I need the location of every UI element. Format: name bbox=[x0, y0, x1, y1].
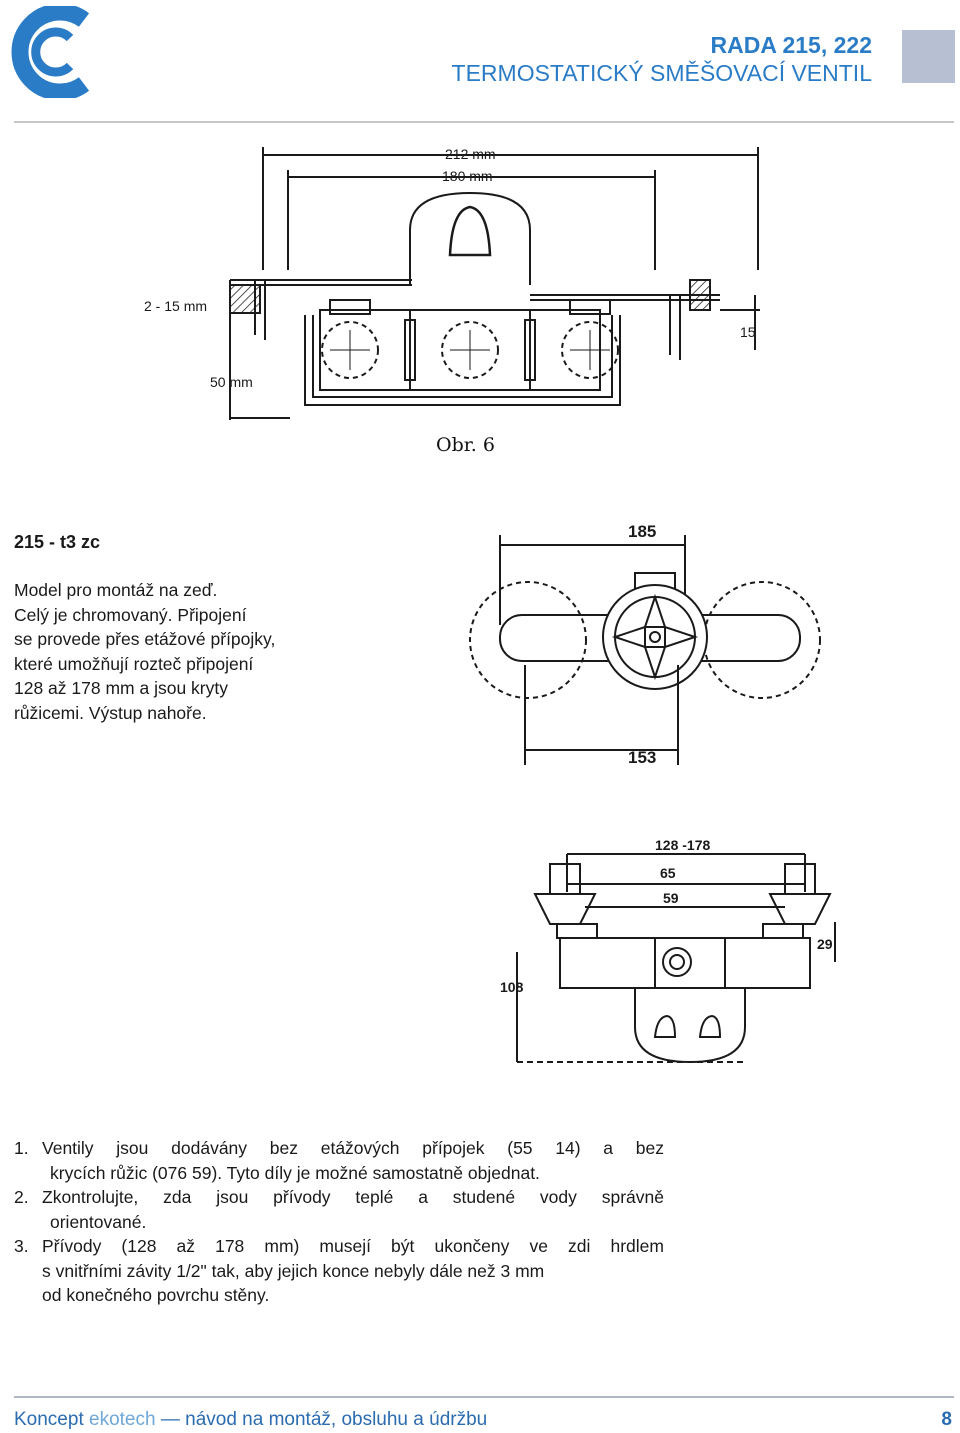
footer-brand-light: ekotech bbox=[89, 1409, 156, 1430]
note-text: s vnitřními závity 1/2" tak, aby jejich konce nebyly dále než 3 mm bbox=[42, 1260, 545, 1281]
dim-212: 212 mm bbox=[445, 146, 496, 162]
note-item bbox=[14, 1234, 664, 1308]
note-text: od konečného povrchu stěny. bbox=[42, 1285, 270, 1305]
dim-59: 59 bbox=[663, 890, 679, 906]
note-text: krycích růžic (076 59). Tyto díly je možné samostatně objednat. bbox=[50, 1162, 540, 1183]
model-code: 215 - t3 zc bbox=[14, 532, 101, 552]
description-line: Model pro montáž na zeď. bbox=[14, 580, 218, 600]
header-divider bbox=[14, 121, 954, 123]
note-number: 3. bbox=[14, 1236, 29, 1256]
header-square bbox=[902, 30, 955, 83]
dim-50: 50 mm bbox=[210, 374, 253, 390]
description-line: se provede přes etážové přípojky, bbox=[14, 629, 276, 649]
note-text: Zkontrolujte, zda jsou přívody teplé a studené vody správně bbox=[42, 1187, 664, 1207]
note-item bbox=[14, 1136, 664, 1185]
footer-text: návod na montáž, obsluhu a údržbu bbox=[185, 1409, 488, 1430]
figure-front-view bbox=[460, 515, 840, 775]
dim-180: 180 mm bbox=[442, 168, 493, 184]
page-number: 8 bbox=[941, 1409, 952, 1430]
footer bbox=[14, 1409, 487, 1431]
description-line: Celý je chromovaný. Připojení bbox=[14, 604, 247, 625]
note-text: Přívody (128 až 178 mm) musejí být ukončeny ve zdi hrdlem bbox=[42, 1236, 664, 1256]
notes-list bbox=[14, 1136, 664, 1308]
note-item bbox=[14, 1185, 664, 1234]
description-line: které umožňují rozteč připojení bbox=[14, 653, 254, 674]
dim-108: 108 bbox=[500, 979, 524, 995]
footer-brand: Koncept bbox=[14, 1409, 84, 1430]
figure-caption: Obr. 6 bbox=[436, 434, 495, 456]
figure-side-view bbox=[495, 832, 855, 1072]
description-line: 128 až 178 mm a jsou kryty bbox=[14, 678, 228, 698]
figure-top-view bbox=[130, 135, 770, 425]
description-line: růžicemi. Výstup nahoře. bbox=[14, 702, 207, 723]
dim-15: 15 bbox=[740, 324, 756, 340]
dim-153: 153 bbox=[628, 748, 657, 767]
dim-wall: 2 - 15 mm bbox=[144, 298, 208, 314]
footer-dash: — bbox=[160, 1409, 180, 1430]
footer-divider bbox=[14, 1396, 954, 1398]
header-title-line2: TERMOSTATICKÝ SMĚŠOVACÍ VENTIL bbox=[451, 60, 872, 86]
model-description bbox=[14, 578, 344, 725]
note-number: 1. bbox=[14, 1138, 29, 1158]
dim-185: 185 bbox=[628, 522, 657, 541]
note-number: 2. bbox=[14, 1187, 29, 1207]
dim-65: 65 bbox=[660, 865, 676, 881]
header-title-line1: RADA 215, 222 bbox=[710, 32, 872, 58]
note-text: orientované. bbox=[50, 1211, 147, 1232]
company-logo-icon bbox=[4, 6, 92, 98]
dim-29: 29 bbox=[817, 936, 833, 952]
note-text: Ventily jsou dodávány bez etážových přípojek (55 14) a bez bbox=[42, 1138, 664, 1158]
dim-128-178: 128 -178 bbox=[655, 837, 711, 853]
